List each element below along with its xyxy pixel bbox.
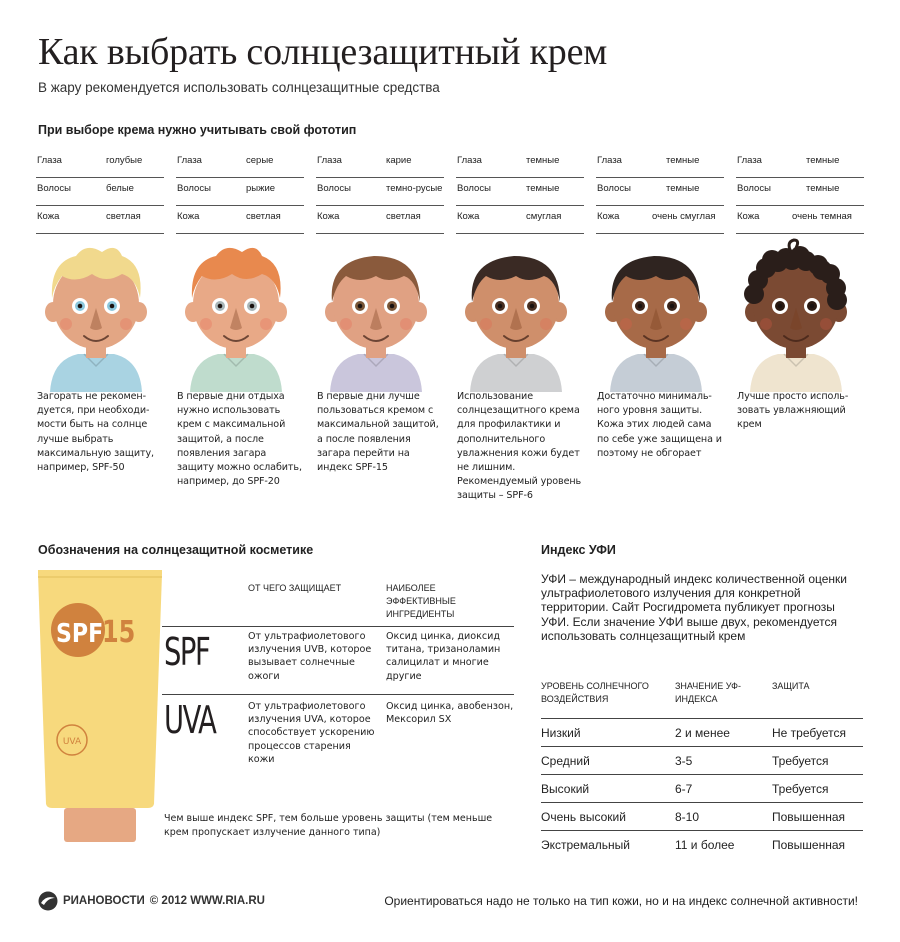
phototype-description: Лучше просто использовать увлажняющий крем	[737, 391, 849, 431]
hair-label: Волосы	[597, 183, 631, 194]
shirt-shape	[610, 354, 702, 392]
eyes-label: Глаза	[37, 155, 62, 166]
eye-pupil	[670, 304, 675, 309]
eye-pupil	[390, 304, 395, 309]
hair-value: темные	[806, 183, 840, 194]
hair-value: темные	[666, 183, 700, 194]
shirt-shape	[50, 354, 142, 392]
tube-spf-text: SPF	[56, 618, 104, 649]
uv-value: 2 и менее	[675, 726, 730, 740]
uv-col-protect: ЗАЩИТА	[772, 681, 810, 691]
eye-pupil	[638, 304, 643, 309]
eyes-value: темные	[526, 155, 560, 166]
uv-value: 6-7	[675, 782, 693, 796]
hair-label: Волосы	[737, 183, 771, 194]
uv-description: УФИ – международный индекс количественной оценки ультрафиолетового излучения для конкретной территории. Сайт Росгидромета публикует прогнозы УФИ. Если значение УФИ выше двух, рекомендуется использовать солнцезащитный крем	[541, 572, 847, 643]
uv-protect: Требуется	[772, 782, 829, 796]
phototype-column	[596, 150, 724, 459]
eyes-value: голубые	[106, 155, 143, 166]
eye-pupil	[358, 304, 363, 309]
uv-table-row	[541, 746, 863, 774]
page-title: Как выбрать солнцезащитный крем	[38, 31, 608, 73]
skin-label: Кожа	[457, 211, 480, 222]
skin-value: светлая	[106, 211, 141, 222]
uv-table-row	[541, 830, 863, 858]
uv-heading: Индекс УФИ	[541, 543, 616, 557]
uv-value: 3-5	[675, 754, 693, 768]
eyes-label: Глаза	[457, 155, 482, 166]
uv-protect: Не требуется	[772, 726, 846, 740]
eyes-value: карие	[386, 155, 412, 166]
divider	[162, 694, 514, 695]
hair-label: Волосы	[37, 183, 71, 194]
uv-table-row	[541, 774, 863, 802]
footer-copyright: © 2012 WWW.RIA.RU	[149, 895, 265, 907]
face-illustration	[456, 232, 576, 392]
uv-level: Высокий	[541, 782, 590, 796]
phototype-column	[36, 150, 164, 474]
phototype-description: Использование солнцезащитного крема для профилактики и дополнительного увлажнения кожи будет не лишним. Рекомендуемый уровень защиты – SPF-6	[457, 391, 582, 502]
skin-label: Кожа	[317, 211, 340, 222]
uv-col-level: УРОВЕНЬ СОЛНЕЧНОГО ВОЗДЕЙСТВИЯ	[541, 681, 649, 704]
footer-brand	[38, 891, 265, 911]
phototype-column	[316, 150, 444, 474]
shirt-shape	[470, 354, 562, 392]
hair-value: темно-русые	[386, 183, 443, 194]
phototype-description: Загорать не рекомендуется, при необходимости быть на солнце лучше выбрать максимальную защиту, например, SPF-50	[37, 391, 154, 474]
eyes-label: Глаза	[597, 155, 622, 166]
tube-uva-text: UVA	[62, 737, 82, 747]
uva-ingredients: Оксид цинка, авобензон, Мексорил SX	[386, 701, 514, 726]
eyes-value: темные	[666, 155, 700, 166]
phototype-column	[736, 150, 864, 431]
spf-label: SPF	[164, 630, 210, 674]
hair-value: рыжие	[246, 183, 276, 194]
eye-pupil	[250, 304, 255, 309]
phototype-grid	[36, 150, 866, 530]
uv-protect: Повышенная	[772, 810, 846, 824]
uva-label: UVA	[164, 698, 216, 742]
hair-label: Волосы	[317, 183, 351, 194]
tube-spf-number: 15	[102, 615, 136, 650]
phototype-heading: При выборе крема нужно учитывать свой фототип	[38, 123, 357, 137]
eye-pupil	[78, 304, 83, 309]
uv-col-value: ЗНАЧЕНИЕ УФ-ИНДЕКСА	[675, 681, 741, 704]
uv-table-row	[541, 802, 863, 830]
uv-protect: Требуется	[772, 754, 829, 768]
phototype-column	[176, 150, 304, 488]
ria-logo-icon	[38, 891, 58, 911]
shirt-shape	[190, 354, 282, 392]
hair-value: темные	[526, 183, 560, 194]
hair-value: белые	[106, 183, 134, 194]
footer-logo-text: РИАНОВОСТИ	[63, 895, 145, 907]
hair-label: Волосы	[457, 183, 491, 194]
hair-label: Волосы	[177, 183, 211, 194]
phototype-description: В первые дни лучше пользоваться кремом с максимальной защитой, а после появления загара перейти на индекс SPF-15	[317, 391, 439, 474]
skin-value: очень смуглая	[652, 211, 716, 222]
eyes-label: Глаза	[737, 155, 762, 166]
skin-value: очень темная	[792, 211, 852, 222]
phototype-column	[456, 150, 584, 502]
eyes-label: Глаза	[317, 155, 342, 166]
uv-level: Экстремальный	[541, 838, 630, 852]
eye-pupil	[530, 304, 535, 309]
eye-pupil	[778, 304, 783, 309]
skin-label: Кожа	[737, 211, 760, 222]
sunscreen-tube-illustration	[36, 568, 164, 843]
face-illustration	[176, 232, 296, 392]
uv-level: Очень высокий	[541, 810, 626, 824]
col-ingredients-header: НАИБОЛЕЕ ЭФФЕКТИВНЫЕ ИНГРЕДИЕНТЫ	[386, 583, 456, 619]
eyes-value: темные	[806, 155, 840, 166]
uv-level: Низкий	[541, 726, 581, 740]
skin-value: светлая	[386, 211, 421, 222]
shirt-shape	[750, 354, 842, 392]
skin-label: Кожа	[177, 211, 200, 222]
eye-pupil	[810, 304, 815, 309]
col-protects-header: ОТ ЧЕГО ЗАЩИЩАЕТ	[248, 583, 342, 593]
footer-note: Ориентироваться надо не только на тип кожи, но и на индекс солнечной активности!	[384, 894, 858, 908]
face-illustration	[736, 232, 856, 392]
uv-protect: Повышенная	[772, 838, 846, 852]
face-illustration	[596, 232, 716, 392]
shirt-shape	[330, 354, 422, 392]
uv-table-row	[541, 718, 863, 746]
page-subtitle: В жару рекомендуется использовать солнцезащитные средства	[38, 80, 440, 95]
eye-pupil	[110, 304, 115, 309]
phototype-description: В первые дни отдыха нужно использовать крем с максимальной защитой, а после появления загара защиту можно ослабить, например, до SPF-20	[177, 391, 302, 488]
uv-value: 11 и более	[675, 838, 735, 852]
uv-value: 8-10	[675, 810, 700, 824]
skin-label: Кожа	[37, 211, 60, 222]
uv-level: Средний	[541, 754, 590, 768]
skin-label: Кожа	[597, 211, 620, 222]
spf-ingredients: Оксид цинка, диоксид титана, тризаноламин салицилат и многие другие	[386, 631, 501, 682]
eye-pupil	[498, 304, 503, 309]
phototype-description: Достаточно минимального уровня защиты. Кожа этих людей сама по себе уже защищена и поэтому не обгорает	[597, 391, 722, 459]
face-illustration	[36, 232, 156, 392]
eye-pupil	[218, 304, 223, 309]
eyes-label: Глаза	[177, 155, 202, 166]
spf-note: Чем выше индекс SPF, тем больше уровень защиты (тем меньше крем пропускает излучение данного типа)	[164, 813, 493, 838]
spf-protects: От ультрафиолетового излучения UVB, которое вызывает солнечные ожоги	[248, 631, 372, 682]
skin-value: смуглая	[526, 211, 562, 222]
skin-value: светлая	[246, 211, 281, 222]
uva-protects: От ультрафиолетового излучения UVA, которое способствует ускорению процессов старения кожи	[248, 701, 375, 765]
face-illustration	[316, 232, 436, 392]
eyes-value: серые	[246, 155, 274, 166]
cosmetics-heading: Обозначения на солнцезащитной косметике	[38, 543, 314, 557]
divider	[162, 626, 514, 627]
